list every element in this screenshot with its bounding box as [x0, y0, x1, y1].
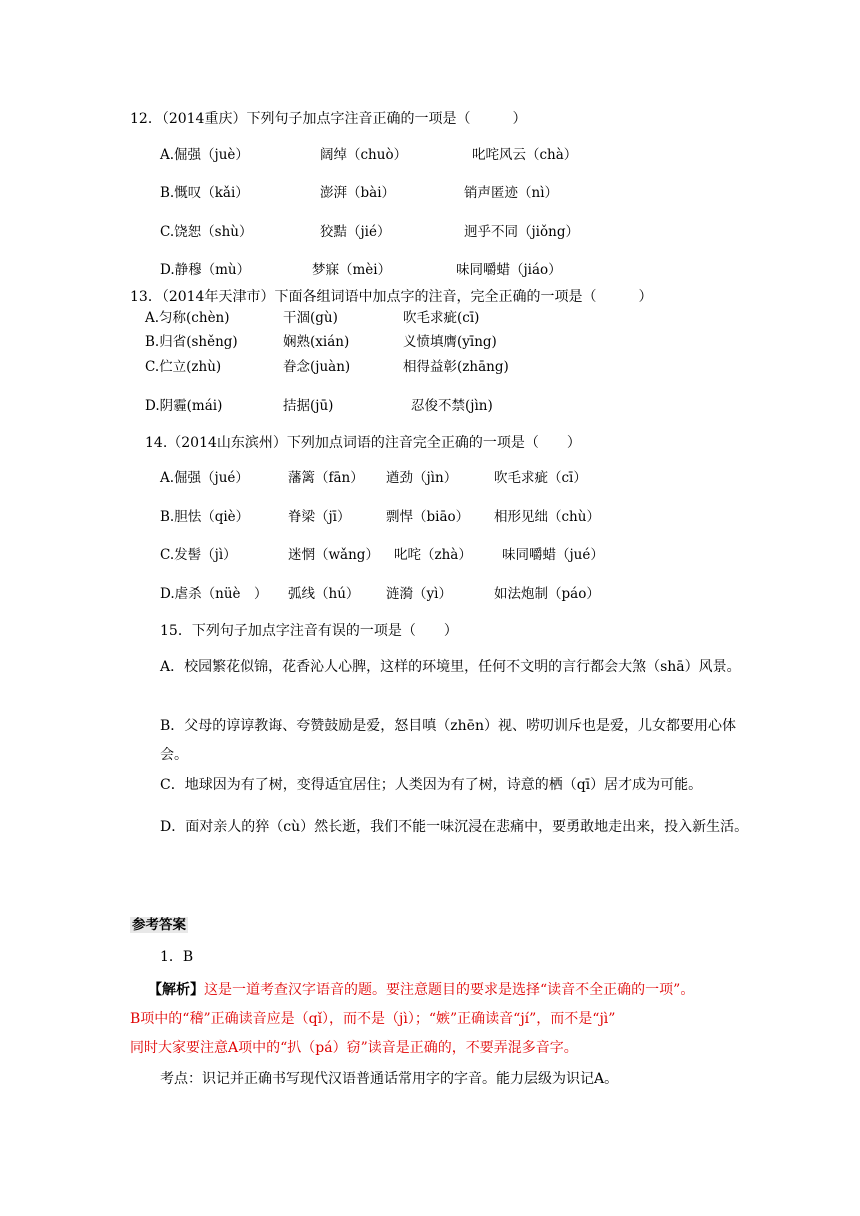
q13-d-3: 忍俊不禁(jìn)	[411, 398, 493, 414]
answer-item: 1．B	[160, 949, 194, 965]
q12-b-2: 澎湃（bài）	[320, 185, 396, 201]
q12-a-2: 阔绰（chuò）	[320, 147, 408, 163]
explanation-line-3: 同时大家要注意A项中的“扒（pá）窃”读音是正确的，不要弄混多音字。	[130, 1040, 578, 1056]
q13-option-a	[145, 306, 745, 326]
q14-d-4: 如法炮制（páo）	[494, 586, 600, 602]
q14-option-b	[160, 505, 760, 525]
q14-b-1: B.胆怯（qiè）	[160, 509, 250, 525]
q13-d-1: D.阴霾(mái)	[145, 398, 223, 414]
q14-c-1: C.发髻（jì）	[160, 547, 237, 563]
explanation-red-1: 这是一道考查汉字语音的题。要注意题	[204, 982, 442, 998]
q14-d-3: 涟漪（yì）	[386, 586, 452, 602]
q14-a-4: 吹毛求疵（cī）	[494, 470, 587, 486]
q13-a-2: 干涸(gù)	[283, 310, 338, 326]
q14-c-3: 叱咤（zhà）	[394, 547, 472, 563]
q12-b-1: B.慨叹（kǎi）	[160, 185, 249, 201]
q12-a-3: 叱咤风云（chà）	[472, 147, 578, 163]
q15-option-a: A．校园繁花似锦，花香沁人心脾，这样的环境里，任何不文明的言行都会大煞（shā）风景。	[160, 659, 741, 675]
q13-option-b	[145, 330, 745, 350]
q12-stem: 12．（2014重庆）下列句子加点字注音正确的一项是（ ）	[130, 111, 527, 127]
q14-c-2: 迷惘（wǎng）	[288, 547, 379, 563]
analysis-label: 【解析】	[148, 982, 204, 998]
q13-a-3: 吹毛求疵(cī)	[403, 310, 480, 326]
q14-a-3: 遒劲（jìn）	[386, 470, 458, 486]
q14-a-1: A.倔强（jué）	[160, 470, 249, 486]
q12-d-1: D.静穆（mù）	[160, 262, 251, 278]
q14-b-4: 相形见绌（chù）	[494, 509, 600, 525]
q14-option-d	[160, 582, 760, 602]
q13-c-2: 眷念(juàn)	[283, 359, 351, 375]
q12-c-1: C.饶恕（shù）	[160, 224, 253, 240]
q13-b-1: B.归省(shěng)	[145, 334, 238, 350]
q13-option-d	[145, 394, 745, 414]
answer-title: 参考答案	[132, 917, 186, 933]
q14-option-c	[160, 543, 760, 563]
q14-option-a	[160, 466, 760, 486]
q13-b-2: 娴熟(xián)	[283, 334, 350, 350]
q12-c-2: 狡黠（jié）	[320, 224, 391, 240]
q13-d-2: 拮据(jū)	[283, 398, 334, 414]
q12-option-d	[160, 258, 760, 278]
explanation-line-1	[130, 976, 750, 1005]
q14-c-4: 味同嚼蜡（jué）	[502, 547, 604, 563]
explanation-red-2: 目的要求是选择“读音不全正确的一项”。	[442, 982, 695, 998]
q12-d-2: 梦寐（mèi）	[312, 262, 392, 278]
q12-b-3: 销声匿迹（nì）	[464, 185, 559, 201]
q13-c-3: 相得益彰(zhāng)	[403, 359, 509, 375]
q12-d-3: 味同嚼蜡（jiáo）	[456, 262, 562, 278]
q13-stem: 13．（2014年天津市）下面各组词语中加点字的注音，完全正确的一项是（ ）	[130, 289, 653, 305]
q12-option-a	[160, 143, 760, 163]
kaodian-note: 考点：识记并正确书写现代汉语普通话常用字的字音。能力层级为识记A。	[160, 1071, 619, 1087]
q15-option-c: C．地球因为有了树，变得适宜居住；人类因为有了树，诗意的栖（qī）居才成为可能。	[160, 777, 703, 793]
q12-option-c	[160, 220, 760, 240]
q15-option-d: D．面对亲人的猝（cù）然长逝，我们不能一味沉浸在悲痛中，要勇敢地走出来，投入新生活。	[160, 819, 749, 835]
q13-c-1: C.伫立(zhù)	[145, 359, 222, 375]
answer-explanation	[130, 976, 750, 1063]
q13-b-3: 义愤填膺(yīng)	[403, 334, 497, 350]
q14-d-1: D.虐杀（nüè ）	[160, 586, 268, 602]
explanation-line-2: B项中的“稽”正确读音应是（qǐ），而不是（jì）；“嫉”正确读音“jí”，而不是“jì”	[130, 1011, 616, 1027]
q13-option-c	[145, 355, 745, 375]
q12-a-1: A.倔强（juè）	[160, 147, 249, 163]
q13-a-1: A.匀称(chèn)	[145, 310, 230, 326]
q14-b-3: 剽悍（biāo）	[386, 509, 470, 525]
q15-stem: 15．下列句子加点字注音有误的一项是（ ）	[160, 623, 458, 639]
q15-option-b: B．父母的谆谆教诲、夸赞鼓励是爱，怒目嗔（zhēn）视、唠叨训斥也是爱，儿女都要用心体会。	[160, 718, 736, 763]
q14-stem: 14.（2014山东滨州）下列加点词语的注音完全正确的一项是（ ）	[145, 435, 581, 451]
answer-section-title	[130, 913, 188, 933]
q12-c-3: 迥乎不同（jiǒng）	[464, 224, 579, 240]
q14-a-2: 藩篱（fān）	[288, 470, 364, 486]
q12-option-b	[160, 181, 760, 201]
q14-d-2: 弧线（hú）	[288, 586, 360, 602]
q14-b-2: 脊梁（jī）	[288, 509, 351, 525]
